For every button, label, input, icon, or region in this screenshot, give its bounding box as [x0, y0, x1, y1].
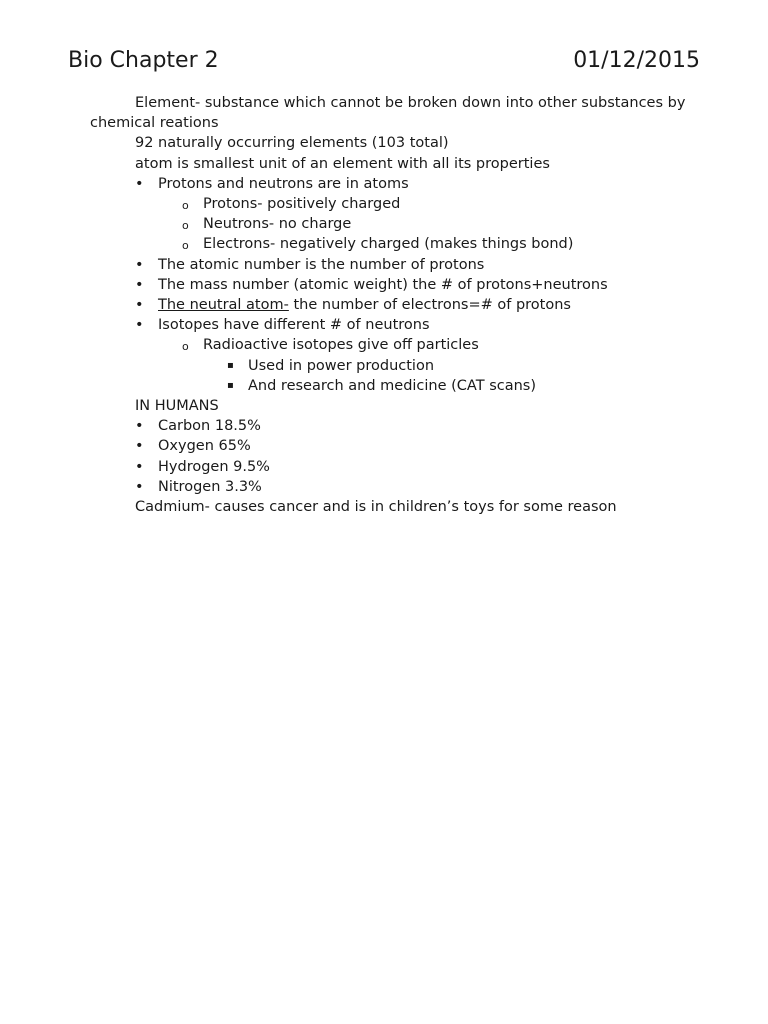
atom-definition: atom is smallest unit of an element with all its properties [135, 155, 550, 172]
in-humans-heading: IN HUMANS [135, 398, 219, 415]
list-item-text: Oxygen 65% [158, 438, 251, 455]
list-item [90, 214, 690, 234]
list-item [90, 174, 690, 194]
list-item [90, 356, 690, 376]
naturally-occurring-line: 92 naturally occurring elements (103 total) [135, 135, 449, 152]
notes-body [90, 93, 690, 517]
list-item [90, 477, 690, 497]
list-item [90, 194, 690, 214]
circle-bullet-icon: o [182, 239, 189, 253]
bullet-icon: • [135, 478, 144, 495]
list-item-text: The mass number (atomic weight) the # of protons+neutrons [158, 276, 608, 293]
list-item-text: Radioactive isotopes give off particles [203, 337, 479, 354]
list-item [90, 376, 690, 396]
neutral-atom-label: The neutral atom- [158, 297, 289, 314]
bullet-icon: • [135, 276, 144, 293]
list-item [90, 335, 690, 355]
humans-composition-list [90, 416, 690, 497]
element-definition: Element- substance which cannot be broken down into other substances by chemical reations [90, 95, 686, 132]
list-item-text: Hydrogen 9.5% [158, 458, 270, 475]
cadmium-note: Cadmium- causes cancer and is in children’s toys for some reason [135, 499, 617, 516]
atom-facts-list [90, 174, 690, 396]
list-item [90, 234, 690, 254]
list-item-text: Carbon 18.5% [158, 418, 261, 435]
list-item [90, 416, 690, 436]
document-date: 01/12/2015 [573, 48, 700, 73]
square-bullet-icon: ▪ [227, 379, 234, 391]
bullet-icon: • [135, 256, 144, 273]
list-item-text: Protons- positively charged [203, 196, 401, 213]
list-item-text: Neutrons- no charge [203, 216, 352, 233]
circle-bullet-icon: o [182, 219, 189, 233]
list-item-text: Electrons- negatively charged (makes things bond) [203, 236, 574, 253]
list-item-text: Nitrogen 3.3% [158, 478, 262, 495]
list-item [90, 315, 690, 335]
list-item-text: Protons and neutrons are in atoms [158, 175, 409, 192]
list-item-text: The atomic number is the number of protons [158, 256, 485, 273]
list-item-text: the number of electrons=# of protons [288, 297, 571, 314]
list-item [90, 295, 690, 315]
bullet-icon: • [135, 297, 144, 314]
list-item-text: And research and medicine (CAT scans) [248, 377, 537, 394]
list-item [90, 436, 690, 456]
list-item [90, 255, 690, 275]
square-bullet-icon: ▪ [227, 359, 234, 371]
list-item [90, 457, 690, 477]
circle-bullet-icon: o [182, 340, 189, 354]
bullet-icon: • [135, 418, 144, 435]
bullet-icon: • [135, 317, 144, 334]
bullet-icon: • [135, 438, 144, 455]
bullet-icon: • [135, 458, 144, 475]
circle-bullet-icon: o [182, 199, 189, 213]
document-title: Bio Chapter 2 [68, 48, 219, 73]
bullet-icon: • [135, 175, 144, 192]
list-item [90, 275, 690, 295]
list-item-text: Isotopes have different # of neutrons [158, 317, 430, 334]
list-item-text: Used in power production [248, 357, 435, 374]
